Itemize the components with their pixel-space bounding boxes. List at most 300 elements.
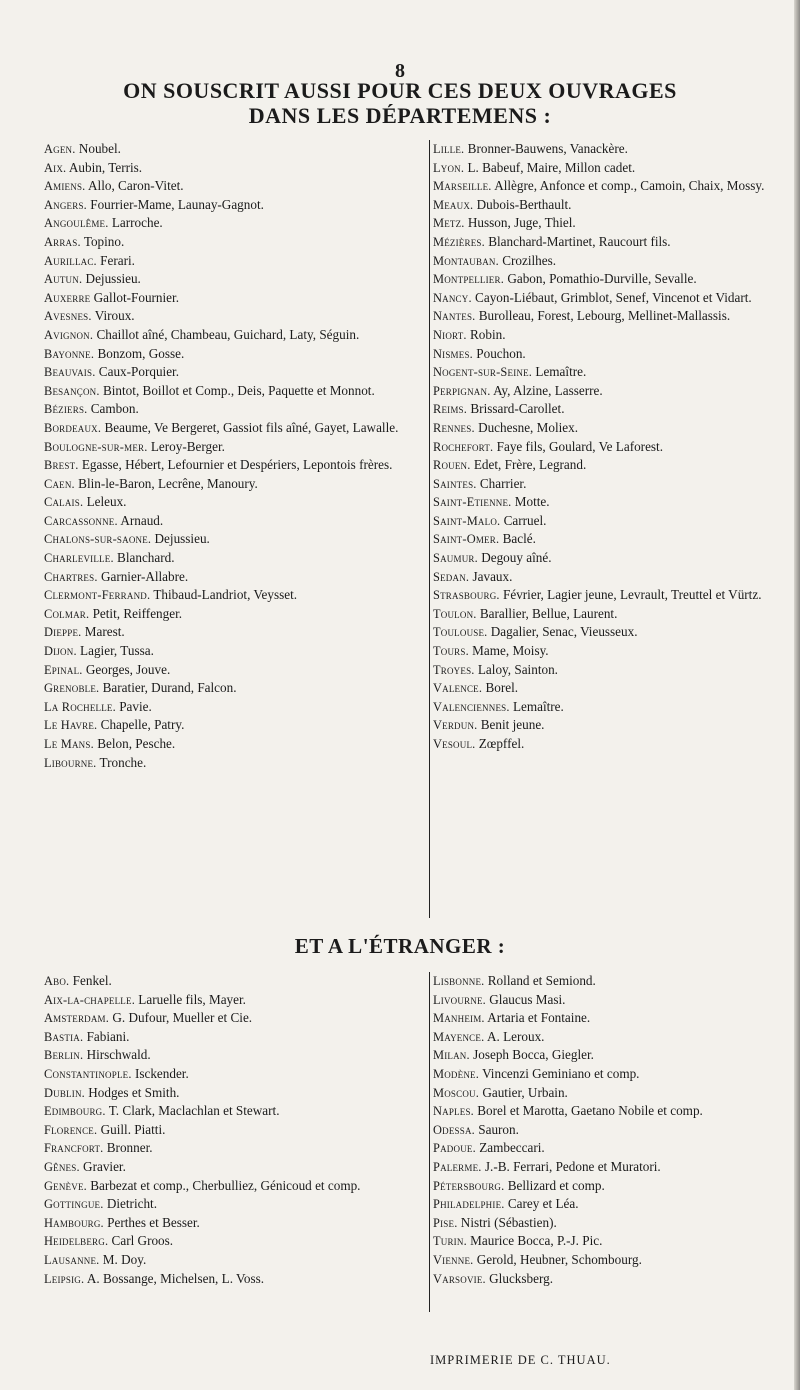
bookseller-names: Edet, Frère, Legrand. xyxy=(470,457,587,473)
city-name: Saint-Malo. xyxy=(433,513,501,528)
bookseller-names: Egasse, Hébert, Lefournier et Despériers, Lepontois frères. xyxy=(78,457,393,473)
city-name: Aix-la-chapelle. xyxy=(44,992,135,1007)
city-name: Valenciennes. xyxy=(433,699,510,714)
city-name: Vesoul. xyxy=(433,737,476,751)
bookseller-entry xyxy=(44,345,426,364)
bookseller-names: Bronner-Bauwens, Vanackère. xyxy=(464,141,628,156)
bookseller-names: Vincenzi Geminiano et comp. xyxy=(479,1065,640,1081)
bookseller-names: Leleux. xyxy=(83,494,127,510)
bookseller-names: Petit, Reiffenger. xyxy=(89,605,183,621)
bookseller-names: Blin-le-Baron, Lecrêne, Manoury. xyxy=(74,475,258,491)
bookseller-names: T. Clark, Maclachlan et Stewart. xyxy=(105,1103,280,1119)
bookseller-names: Maurice Bocca, P.-J. Pic. xyxy=(466,1233,603,1249)
city-name: Toulouse. xyxy=(433,625,488,640)
city-name: Le Havre. xyxy=(44,718,98,733)
bookseller-entry xyxy=(433,605,773,624)
bookseller-names: Aubin, Terris. xyxy=(66,159,143,175)
column-divider xyxy=(429,972,430,1312)
city-name: Tours. xyxy=(433,644,469,659)
city-name: Montpellier. xyxy=(433,272,505,287)
city-name: Agen. xyxy=(44,142,76,156)
city-name: Sedan. xyxy=(433,569,470,584)
city-name: Naples. xyxy=(433,1104,474,1119)
bookseller-names: G. Dufour, Mueller et Cie. xyxy=(109,1010,253,1026)
city-name: Grenoble. xyxy=(44,681,100,696)
city-name: Nantes. xyxy=(433,309,476,324)
city-name: Amsterdam. xyxy=(44,1011,110,1026)
city-name: Florence. xyxy=(44,1122,98,1137)
bookseller-names: Laloy, Sainton. xyxy=(474,661,558,677)
city-name: Verdun. xyxy=(433,718,478,733)
city-name: Metz. xyxy=(433,216,465,231)
bookseller-entry xyxy=(433,289,773,308)
city-name: Odessa. xyxy=(433,1122,475,1137)
bookseller-entry xyxy=(433,1139,773,1158)
bookseller-entry xyxy=(433,456,773,475)
city-name: Troyes. xyxy=(433,662,475,677)
city-name: Brest. xyxy=(44,458,79,473)
bookseller-names: Georges, Jouve. xyxy=(82,661,171,677)
bookseller-entry xyxy=(433,233,773,252)
city-name: Turin. xyxy=(433,1234,467,1249)
bookseller-names: Robin. xyxy=(466,326,506,342)
city-name: Angoulême. xyxy=(44,216,109,231)
bookseller-entry xyxy=(44,270,426,289)
bookseller-entry xyxy=(433,1009,773,1028)
bookseller-names: Topino. xyxy=(80,233,125,249)
city-name: Philadelphie. xyxy=(433,1197,505,1212)
bookseller-entry xyxy=(433,270,773,289)
city-name: Rouen. xyxy=(433,458,471,473)
bookseller-names: Isckender. xyxy=(131,1065,189,1081)
bookseller-names: A. Bossange, Michelsen, L. Voss. xyxy=(84,1270,265,1286)
city-name: Dieppe. xyxy=(44,625,82,640)
bookseller-names: Artaria et Fontaine. xyxy=(484,1010,591,1026)
page-number: 8 xyxy=(395,60,405,82)
city-name: Calais. xyxy=(44,495,84,510)
bookseller-entry xyxy=(433,586,773,605)
bookseller-entry xyxy=(44,1009,426,1028)
city-name: Mayence. xyxy=(433,1029,485,1044)
bookseller-entry xyxy=(44,530,426,549)
bookseller-names: Carey et Léa. xyxy=(504,1196,579,1212)
city-name: Perpignan. xyxy=(433,383,491,398)
bookseller-entry xyxy=(44,456,426,475)
bookseller-names: Gallot-Fournier. xyxy=(90,289,179,305)
column-divider xyxy=(429,140,430,918)
bookseller-names: Belon, Pesche. xyxy=(93,736,176,751)
etranger-right-column xyxy=(433,972,773,1288)
bookseller-names: Dubois-Berthault. xyxy=(473,196,572,212)
page-edge xyxy=(794,0,800,1390)
bookseller-entry xyxy=(433,214,773,233)
bookseller-names: L. Babeuf, Maire, Millon cadet. xyxy=(464,159,636,175)
city-name: Angers. xyxy=(44,197,87,212)
bookseller-names: Cayon-Liébaut, Grimblot, Senef, Vincenot et Vidart. xyxy=(471,289,752,305)
heading-etranger: ET A L'ÉTRANGER : xyxy=(294,934,506,958)
bookseller-names: Fabiani. xyxy=(83,1028,130,1044)
printer-imprint: IMPRIMERIE DE C. THUAU. xyxy=(430,1353,611,1367)
bookseller-names: Chapelle, Patry. xyxy=(97,717,185,733)
city-name: Besançon. xyxy=(44,383,100,398)
bookseller-entry xyxy=(44,1232,426,1251)
city-name: Livourne. xyxy=(433,992,486,1007)
bookseller-names: Charrier. xyxy=(476,475,527,491)
city-name: Dublin. xyxy=(44,1085,85,1100)
bookseller-entry xyxy=(433,307,773,326)
city-name: Montauban. xyxy=(433,253,499,268)
city-name: Strasbourg. xyxy=(433,588,500,603)
bookseller-names: Husson, Juge, Thiel. xyxy=(464,215,576,231)
bookseller-entry xyxy=(433,177,773,196)
bookseller-entry xyxy=(433,1065,773,1084)
bookseller-entry xyxy=(44,698,426,717)
bookseller-entry xyxy=(44,642,426,661)
bookseller-names: Lemaître. xyxy=(532,364,587,380)
bookseller-entry xyxy=(433,1177,773,1196)
bookseller-names: Burolleau, Forest, Lebourg, Mellinet-Mallassis. xyxy=(475,308,731,324)
bookseller-names: M. Doy. xyxy=(99,1251,147,1267)
bookseller-entry xyxy=(44,716,426,735)
city-name: Nancy. xyxy=(433,290,472,305)
bookseller-entry xyxy=(44,568,426,587)
bookseller-entry xyxy=(44,623,426,642)
bookseller-names: Mame, Moisy. xyxy=(468,643,549,659)
bookseller-entry xyxy=(433,549,773,568)
bookseller-names: Blanchard. xyxy=(113,550,175,566)
bookseller-names: Garnier-Allabre. xyxy=(97,568,189,584)
bookseller-entry xyxy=(44,586,426,605)
bookseller-names: Guill. Piatti. xyxy=(97,1121,166,1137)
city-name: Aurillac. xyxy=(44,253,97,268)
city-name: Hambourg. xyxy=(44,1215,104,1230)
city-name: Lausanne. xyxy=(44,1252,100,1267)
bookseller-names: Pouchon. xyxy=(472,345,526,361)
bookseller-entry xyxy=(44,735,426,754)
bookseller-names: Benit jeune. xyxy=(477,717,545,733)
bookseller-names: Hodges et Smith. xyxy=(84,1084,180,1100)
bookseller-names: Lemaître. xyxy=(509,698,564,714)
bookseller-entry xyxy=(44,972,426,991)
city-name: Varsovie. xyxy=(433,1271,486,1286)
bookseller-entry xyxy=(433,1195,773,1214)
bookseller-entry xyxy=(44,252,426,271)
bookseller-names: Lagier, Tussa. xyxy=(76,643,154,659)
city-name: Meaux. xyxy=(433,197,474,212)
bookseller-names: Allo, Caron-Vitet. xyxy=(85,178,184,194)
city-name: Bordeaux. xyxy=(44,420,102,435)
city-name: Lisbonne. xyxy=(433,974,485,988)
bookseller-entry xyxy=(44,140,426,159)
bookseller-names: Dagalier, Senac, Vieusseux. xyxy=(487,624,638,640)
bookseller-names: Chaillot aîné, Chambeau, Guichard, Laty, Séguin. xyxy=(93,326,360,342)
bookseller-names: Bonzom, Gosse. xyxy=(94,345,185,361)
bookseller-entry xyxy=(433,568,773,587)
bookseller-entry xyxy=(44,549,426,568)
bookseller-names: Dejussieu. xyxy=(82,271,141,287)
bookseller-names: Dietricht. xyxy=(103,1196,158,1212)
city-name: Colmar. xyxy=(44,606,90,621)
bookseller-entry xyxy=(44,1084,426,1103)
bookseller-names: Noubel. xyxy=(75,141,121,156)
bookseller-entry xyxy=(433,1121,773,1140)
city-name: Manheim. xyxy=(433,1011,485,1026)
city-name: Autun. xyxy=(44,272,83,287)
city-name: Epinal. xyxy=(44,662,83,677)
bookseller-names: Brissard-Carollet. xyxy=(467,401,565,417)
bookseller-names: Ay, Alzine, Lasserre. xyxy=(490,382,603,398)
bookseller-entry xyxy=(433,475,773,494)
bookseller-entry xyxy=(433,679,773,698)
bookseller-names: Zambeccari. xyxy=(475,1140,545,1156)
bookseller-names: Bronner. xyxy=(103,1140,153,1156)
city-name: Modène. xyxy=(433,1066,480,1081)
bookseller-entry xyxy=(44,177,426,196)
bookseller-entry xyxy=(433,716,773,735)
heading-departements: DANS LES DÉPARTEMENS : xyxy=(248,103,552,128)
city-name: Pise. xyxy=(433,1215,458,1230)
bookseller-names: Fenkel. xyxy=(69,973,112,988)
bookseller-entry xyxy=(433,735,773,754)
bookseller-names: Perthes et Besser. xyxy=(103,1214,200,1230)
bookseller-names: Dejussieu. xyxy=(151,531,210,547)
city-name: Avesnes. xyxy=(44,309,92,324)
city-name: Saintes. xyxy=(433,476,477,491)
city-name: Genève. xyxy=(44,1178,87,1193)
bookseller-names: Thibaud-Landriot, Veysset. xyxy=(150,587,298,603)
bookseller-entry xyxy=(44,307,426,326)
bookseller-names: Joseph Bocca, Giegler. xyxy=(469,1047,594,1063)
city-name: Saint-Etienne. xyxy=(433,495,512,510)
bookseller-entry xyxy=(44,493,426,512)
bookseller-names: Laruelle fils, Mayer. xyxy=(135,991,246,1007)
city-name: Heidelberg. xyxy=(44,1234,109,1249)
bookseller-names: Faye fils, Goulard, Ve Laforest. xyxy=(493,438,664,454)
bookseller-entry xyxy=(433,1028,773,1047)
bookseller-entry xyxy=(44,661,426,680)
bookseller-entry xyxy=(433,140,773,159)
heading-subscription: ON SOUSCRIT AUSSI POUR CES DEUX OUVRAGES xyxy=(123,78,677,103)
city-name: Nismes. xyxy=(433,346,473,361)
city-name: Caen. xyxy=(44,476,75,491)
bookseller-entry xyxy=(44,1139,426,1158)
bookseller-names: Allègre, Anfonce et comp., Camoin, Chaix, Mossy. xyxy=(491,178,765,194)
bookseller-names: Gabon, Pomathio-Durville, Sevalle. xyxy=(504,271,697,287)
bookseller-names: Rolland et Semiond. xyxy=(484,973,596,988)
bookseller-entry xyxy=(44,1102,426,1121)
city-name: Carcassonne. xyxy=(44,513,118,528)
bookseller-names: Carruel. xyxy=(500,512,547,528)
bookseller-names: Gravier. xyxy=(79,1158,126,1174)
bookseller-names: Bellizard et comp. xyxy=(504,1177,605,1193)
bookseller-names: Motte. xyxy=(511,494,550,510)
departements-left-column xyxy=(44,140,426,772)
bookseller-entry xyxy=(433,530,773,549)
bookseller-entry xyxy=(433,252,773,271)
city-name: Lille. xyxy=(433,142,465,156)
city-name: Saumur. xyxy=(433,551,478,566)
bookseller-names: Viroux. xyxy=(91,308,135,324)
bookseller-entry xyxy=(44,1158,426,1177)
bookseller-entry xyxy=(44,679,426,698)
bookseller-entry xyxy=(44,159,426,178)
bookseller-names: Degouy aîné. xyxy=(477,550,552,566)
city-name: Dijon. xyxy=(44,644,77,659)
bookseller-entry xyxy=(433,1251,773,1270)
city-name: Francfort. xyxy=(44,1141,104,1156)
bookseller-names: Larroche. xyxy=(108,215,163,231)
bookseller-names: Ferari. xyxy=(96,252,135,268)
bookseller-names: Bintot, Boillot et Comp., Deis, Paquette et Monnot. xyxy=(99,382,375,398)
bookseller-entry xyxy=(433,1270,773,1289)
city-name: Padoue. xyxy=(433,1141,476,1156)
bookseller-entry xyxy=(44,1214,426,1233)
bookseller-entry xyxy=(433,1084,773,1103)
bookseller-entry xyxy=(433,1232,773,1251)
bookseller-names: Barallier, Bellue, Laurent. xyxy=(476,605,618,621)
bookseller-names: Marest. xyxy=(81,624,125,640)
bookseller-entry xyxy=(433,438,773,457)
bookseller-names: Arnaud. xyxy=(117,512,164,528)
bookseller-entry xyxy=(433,363,773,382)
bookseller-entry xyxy=(433,326,773,345)
city-name: Boulogne-sur-mer. xyxy=(44,439,148,454)
city-name: Arras. xyxy=(44,234,81,249)
city-name: Amiens. xyxy=(44,179,86,194)
city-name: Bastia. xyxy=(44,1029,84,1044)
bookseller-names: Blanchard-Martinet, Raucourt fils. xyxy=(484,233,671,249)
bookseller-entry xyxy=(44,233,426,252)
bookseller-entry xyxy=(44,991,426,1010)
bookseller-entry xyxy=(44,512,426,531)
city-name: Leipsig. xyxy=(44,1271,85,1286)
bookseller-entry xyxy=(433,400,773,419)
city-name: Niort. xyxy=(433,327,467,342)
bookseller-names: Fourrier-Mame, Launay-Gagnot. xyxy=(86,196,264,212)
city-name: Saint-Omer. xyxy=(433,532,500,547)
bookseller-entry xyxy=(433,419,773,438)
bookseller-entry xyxy=(44,754,426,773)
city-name: Toulon. xyxy=(433,606,477,621)
bookseller-entry xyxy=(44,1177,426,1196)
bookseller-names: Gerold, Heubner, Schombourg. xyxy=(473,1251,642,1267)
bookseller-entry xyxy=(433,698,773,717)
bookseller-entry xyxy=(433,1214,773,1233)
bookseller-names: Glaucus Masi. xyxy=(485,991,566,1007)
city-name: La Rochelle. xyxy=(44,699,116,714)
city-name: Berlin. xyxy=(44,1048,84,1063)
city-name: Mézières. xyxy=(433,234,485,249)
city-name: Rochefort. xyxy=(433,439,494,454)
city-name: Charleville. xyxy=(44,551,114,566)
city-name: Avignon. xyxy=(44,327,94,342)
bookseller-entry xyxy=(44,400,426,419)
bookseller-entry xyxy=(44,605,426,624)
city-name: Gottingue. xyxy=(44,1197,104,1212)
bookseller-names: Zœpffel. xyxy=(475,736,525,751)
city-name: Edimbourg. xyxy=(44,1104,106,1119)
bookseller-names: Javaux. xyxy=(469,568,513,584)
bookseller-entry xyxy=(433,159,773,178)
bookseller-entry xyxy=(44,1270,426,1289)
bookseller-entry xyxy=(44,363,426,382)
city-name: Nogent-sur-Seine. xyxy=(433,365,533,380)
bookseller-entry xyxy=(44,438,426,457)
city-name: Constantinople. xyxy=(44,1066,132,1081)
bookseller-entry xyxy=(44,289,426,308)
bookseller-entry xyxy=(44,475,426,494)
bookseller-entry xyxy=(433,345,773,364)
bookseller-names: Baratier, Durand, Falcon. xyxy=(99,680,237,696)
city-name: Moscou. xyxy=(433,1085,480,1100)
city-name: Aix. xyxy=(44,160,67,175)
bookseller-entry xyxy=(433,1158,773,1177)
city-name: Beauvais. xyxy=(44,365,96,380)
bookseller-names: A. Leroux. xyxy=(484,1028,545,1044)
bookseller-entry xyxy=(433,1102,773,1121)
city-name: Abo. xyxy=(44,974,70,988)
city-name: Le Mans. xyxy=(44,737,94,751)
city-name: Gênes. xyxy=(44,1159,80,1174)
city-name: Valence. xyxy=(433,681,483,696)
city-name: Rennes. xyxy=(433,420,475,435)
bookseller-names: Sauron. xyxy=(474,1121,519,1137)
city-name: Bayonne. xyxy=(44,346,95,361)
city-name: Auxerre xyxy=(44,290,91,305)
bookseller-entry xyxy=(433,1046,773,1065)
bookseller-entry xyxy=(44,1195,426,1214)
bookseller-entry xyxy=(433,493,773,512)
bookseller-entry xyxy=(433,382,773,401)
bookseller-entry xyxy=(44,1121,426,1140)
bookseller-entry xyxy=(433,972,773,991)
bookseller-entry xyxy=(44,419,426,438)
bookseller-entry xyxy=(433,642,773,661)
city-name: Clermont-Ferrand. xyxy=(44,588,151,603)
bookseller-names: Carl Groos. xyxy=(108,1233,174,1249)
bookseller-names: Beaume, Ve Bergeret, Gassiot fils aîné, Gayet, Lawalle. xyxy=(101,419,399,435)
bookseller-entry xyxy=(44,326,426,345)
bookseller-names: Duchesne, Moliex. xyxy=(474,419,579,435)
bookseller-names: Caux-Porquier. xyxy=(95,364,180,380)
bookseller-names: Borel et Marotta, Gaetano Nobile et comp. xyxy=(473,1103,703,1119)
bookseller-names: Leroy-Berger. xyxy=(147,438,225,454)
bookseller-names: Gautier, Urbain. xyxy=(479,1084,568,1100)
city-name: Marseille. xyxy=(433,179,492,194)
bookseller-entry xyxy=(433,661,773,680)
bookseller-entry xyxy=(44,1028,426,1047)
city-name: Milan. xyxy=(433,1048,470,1063)
etranger-left-column xyxy=(44,972,426,1288)
departements-right-column xyxy=(433,140,773,754)
bookseller-entry xyxy=(44,1251,426,1270)
bookseller-entry xyxy=(44,1065,426,1084)
bookseller-names: Baclé. xyxy=(499,531,536,547)
bookseller-names: Hirschwald. xyxy=(83,1047,151,1063)
bookseller-entry xyxy=(433,512,773,531)
bookseller-names: Tronche. xyxy=(96,754,147,770)
city-name: Vienne. xyxy=(433,1252,474,1267)
bookseller-names: Barbezat et comp., Cherbulliez, Génicoud et comp. xyxy=(86,1177,361,1193)
bookseller-names: J.-B. Ferrari, Pedone et Muratori. xyxy=(481,1158,661,1174)
city-name: Chartres. xyxy=(44,569,98,584)
bookseller-names: Février, Lagier jeune, Levrault, Treuttel et Vürtz. xyxy=(499,587,762,603)
bookseller-entry xyxy=(433,196,773,215)
city-name: Palerme. xyxy=(433,1159,482,1174)
city-name: Reims. xyxy=(433,402,468,417)
bookseller-entry xyxy=(433,623,773,642)
city-name: Lyon. xyxy=(433,160,465,175)
